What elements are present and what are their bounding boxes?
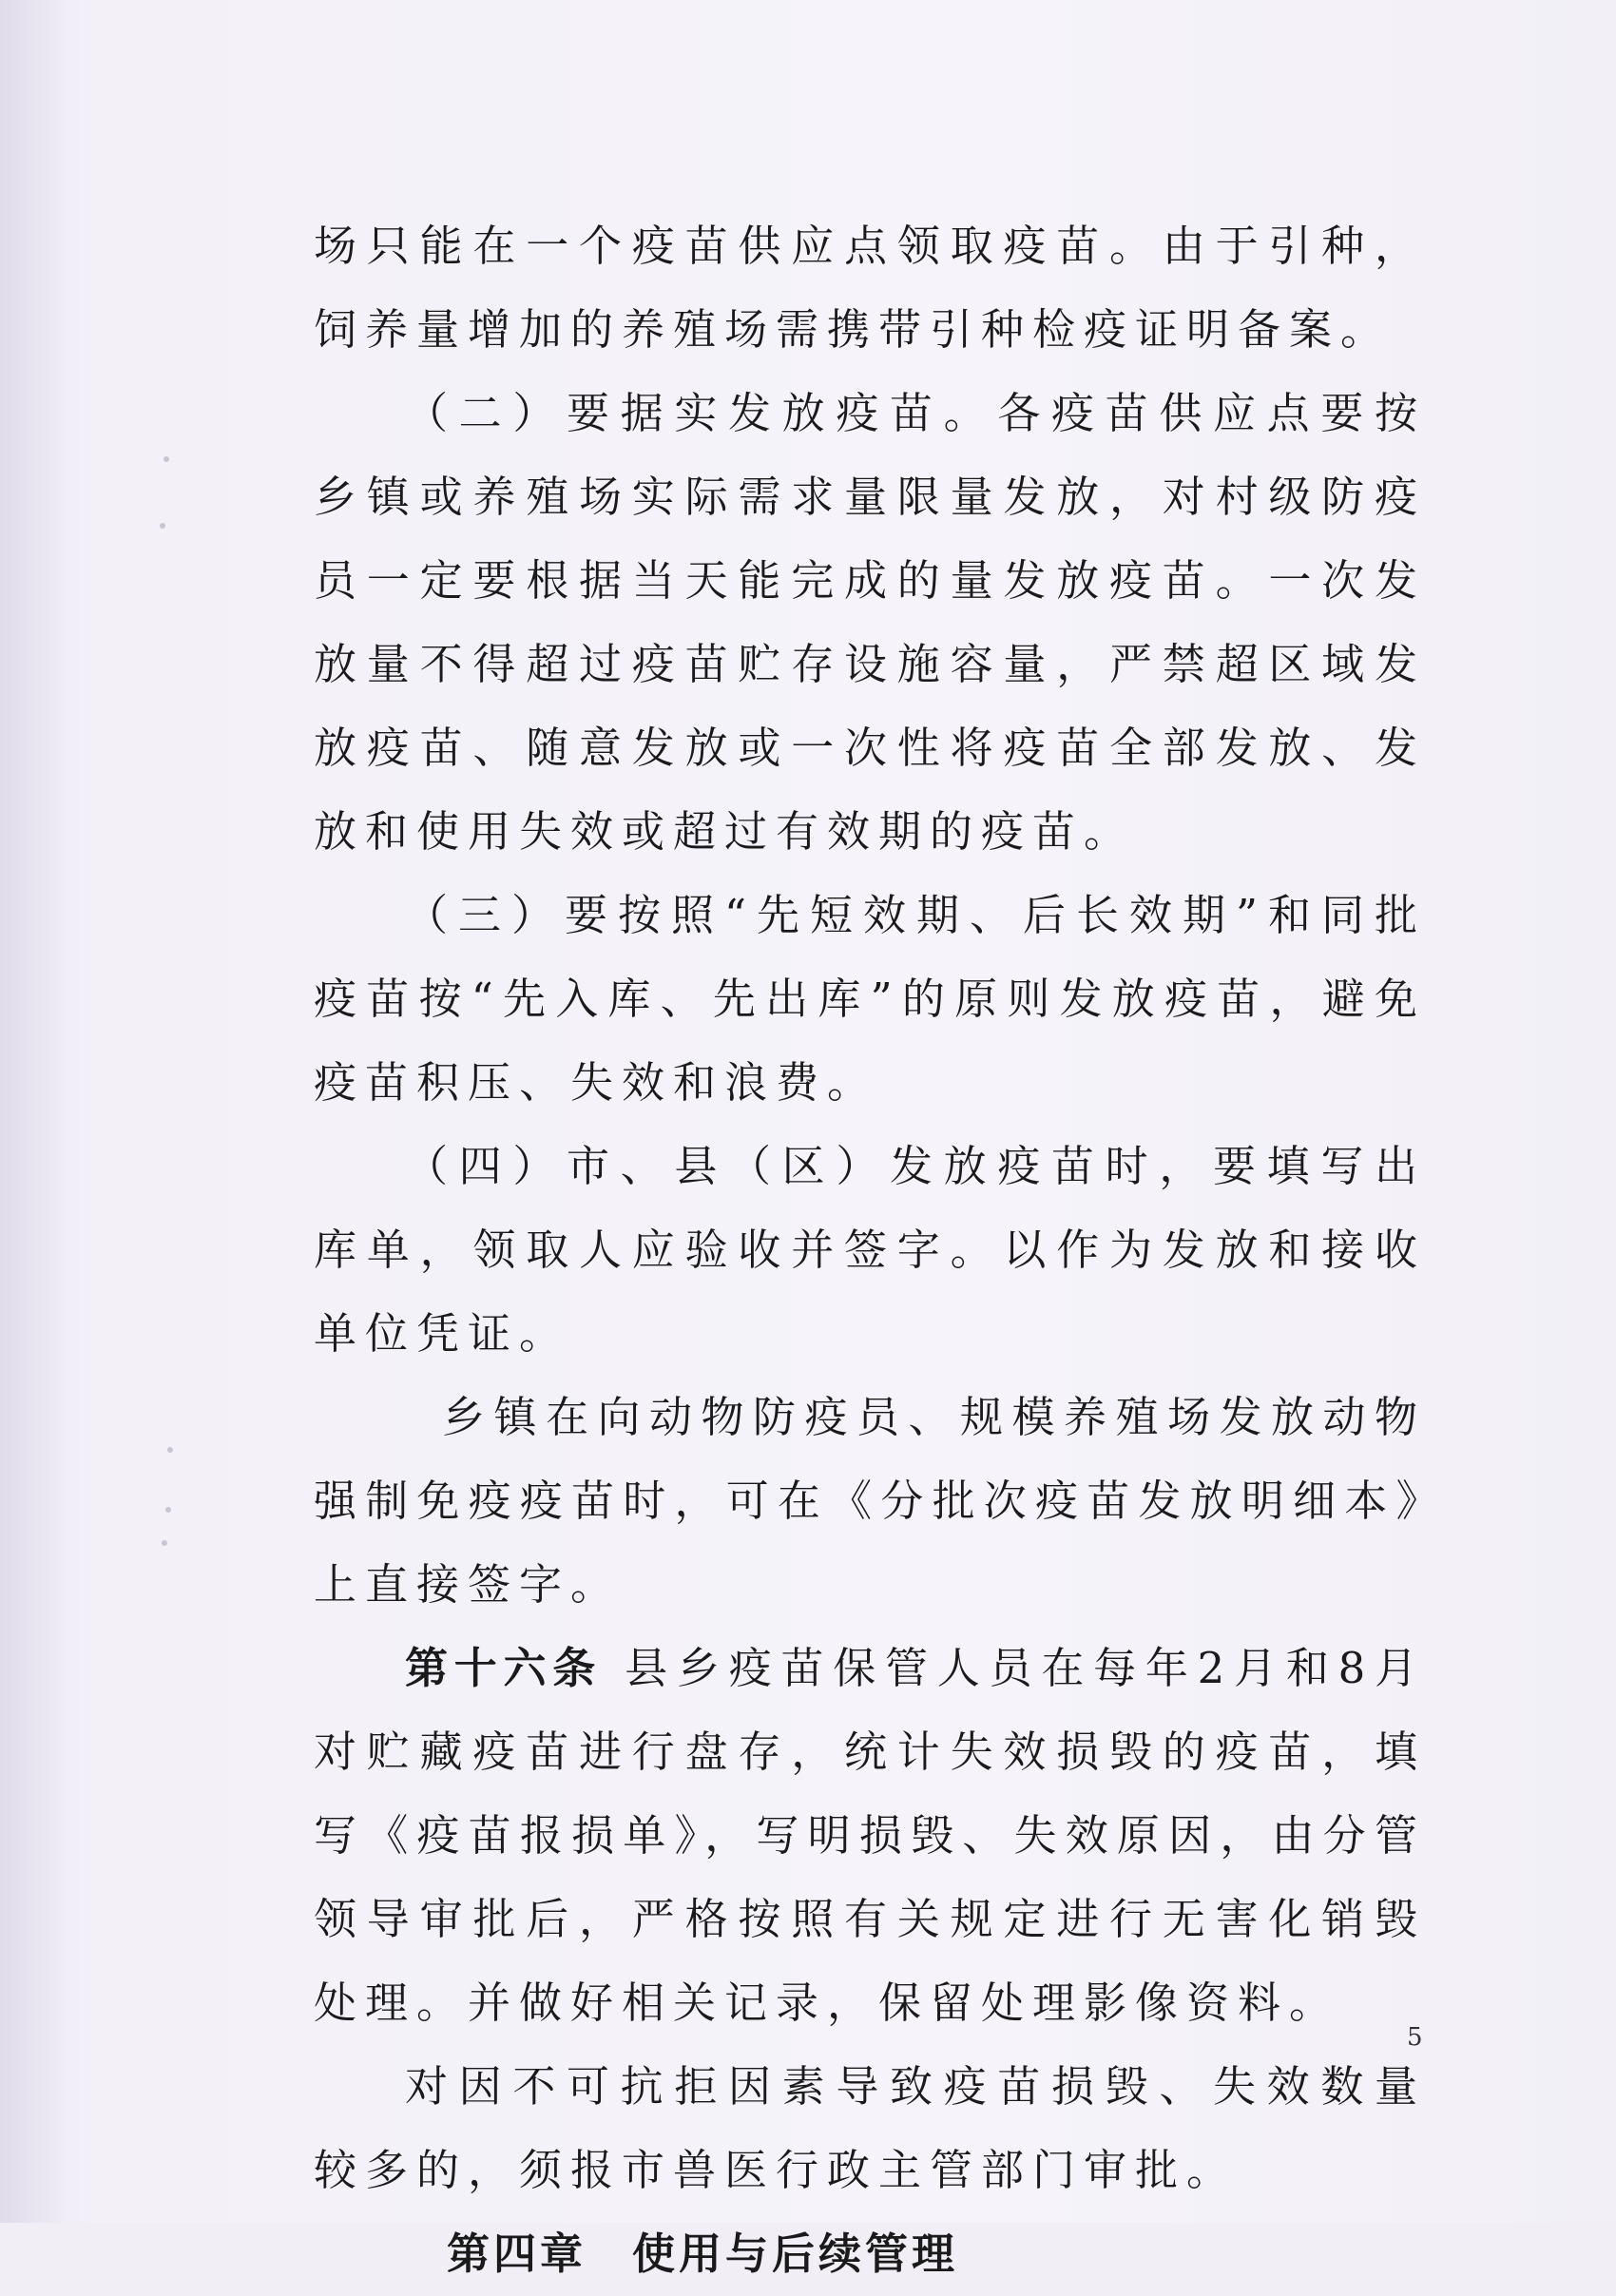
article-16-label: 第十六条 [405, 1643, 603, 1693]
chapter-heading [314, 2212, 1426, 2296]
binding-mark [165, 1507, 171, 1513]
chapter-title: 使用与后续管理 [632, 2228, 959, 2279]
paragraph-force-majeure: 对因不可抗拒因素导致疫苗损毁、失效数量较多的，须报市兽医行政主管部门审批。 [314, 2061, 1426, 2195]
binding-mark [164, 456, 169, 462]
paragraph-item-3: （三）要按照“先短效期、后长效期”和同批疫苗按“先入库、先出库”的原则发放疫苗，避免疫苗积压、失效和浪费。 [314, 890, 1426, 1108]
document-body [314, 204, 1426, 2296]
scan-shadow-edge [0, 0, 67, 2223]
paragraph-township: 乡镇在向动物防疫员、规模养殖场发放动物强制免疫疫苗时，可在《分批次疫苗发放明细本》上直接签字。 [314, 1392, 1426, 1610]
article-16-text: 县乡疫苗保管人员在每年2月和8月对贮藏疫苗进行盘存，统计失效损毁的疫苗，填写《疫苗报损单》，写明损毁、失效原因，由分管领导审批后，严格按照有关规定进行无害化销毁处理。并做好相关记录，保留处理影像资料。 [314, 1643, 1426, 2028]
chapter-number: 第四章 [447, 2228, 587, 2279]
binding-mark [160, 523, 165, 529]
paragraph-item-2: （二）要据实发放疫苗。各疫苗供应点要按乡镇或养殖场实际需求量限量发放，对村级防疫员一定要根据当天能完成的量发放疫苗。一次发放量不得超过疫苗贮存设施容量，严禁超区域发放疫苗、随意发放或一次性将疫苗全部发放、发放和使用失效或超过有效期的疫苗。 [314, 388, 1426, 857]
paragraph-continuation: 场只能在一个疫苗供应点领取疫苗。由于引种，饲养量增加的养殖场需携带引种检疫证明备案。 [314, 221, 1426, 355]
page-number: 5 [1407, 2023, 1423, 2052]
article-16 [314, 1627, 1426, 2045]
binding-mark [162, 1540, 167, 1546]
binding-mark [167, 1447, 173, 1453]
paragraph-item-4: （四）市、县（区）发放疫苗时，要填写出库单，领取人应验收并签字。以作为发放和接收单位凭证。 [314, 1141, 1426, 1359]
